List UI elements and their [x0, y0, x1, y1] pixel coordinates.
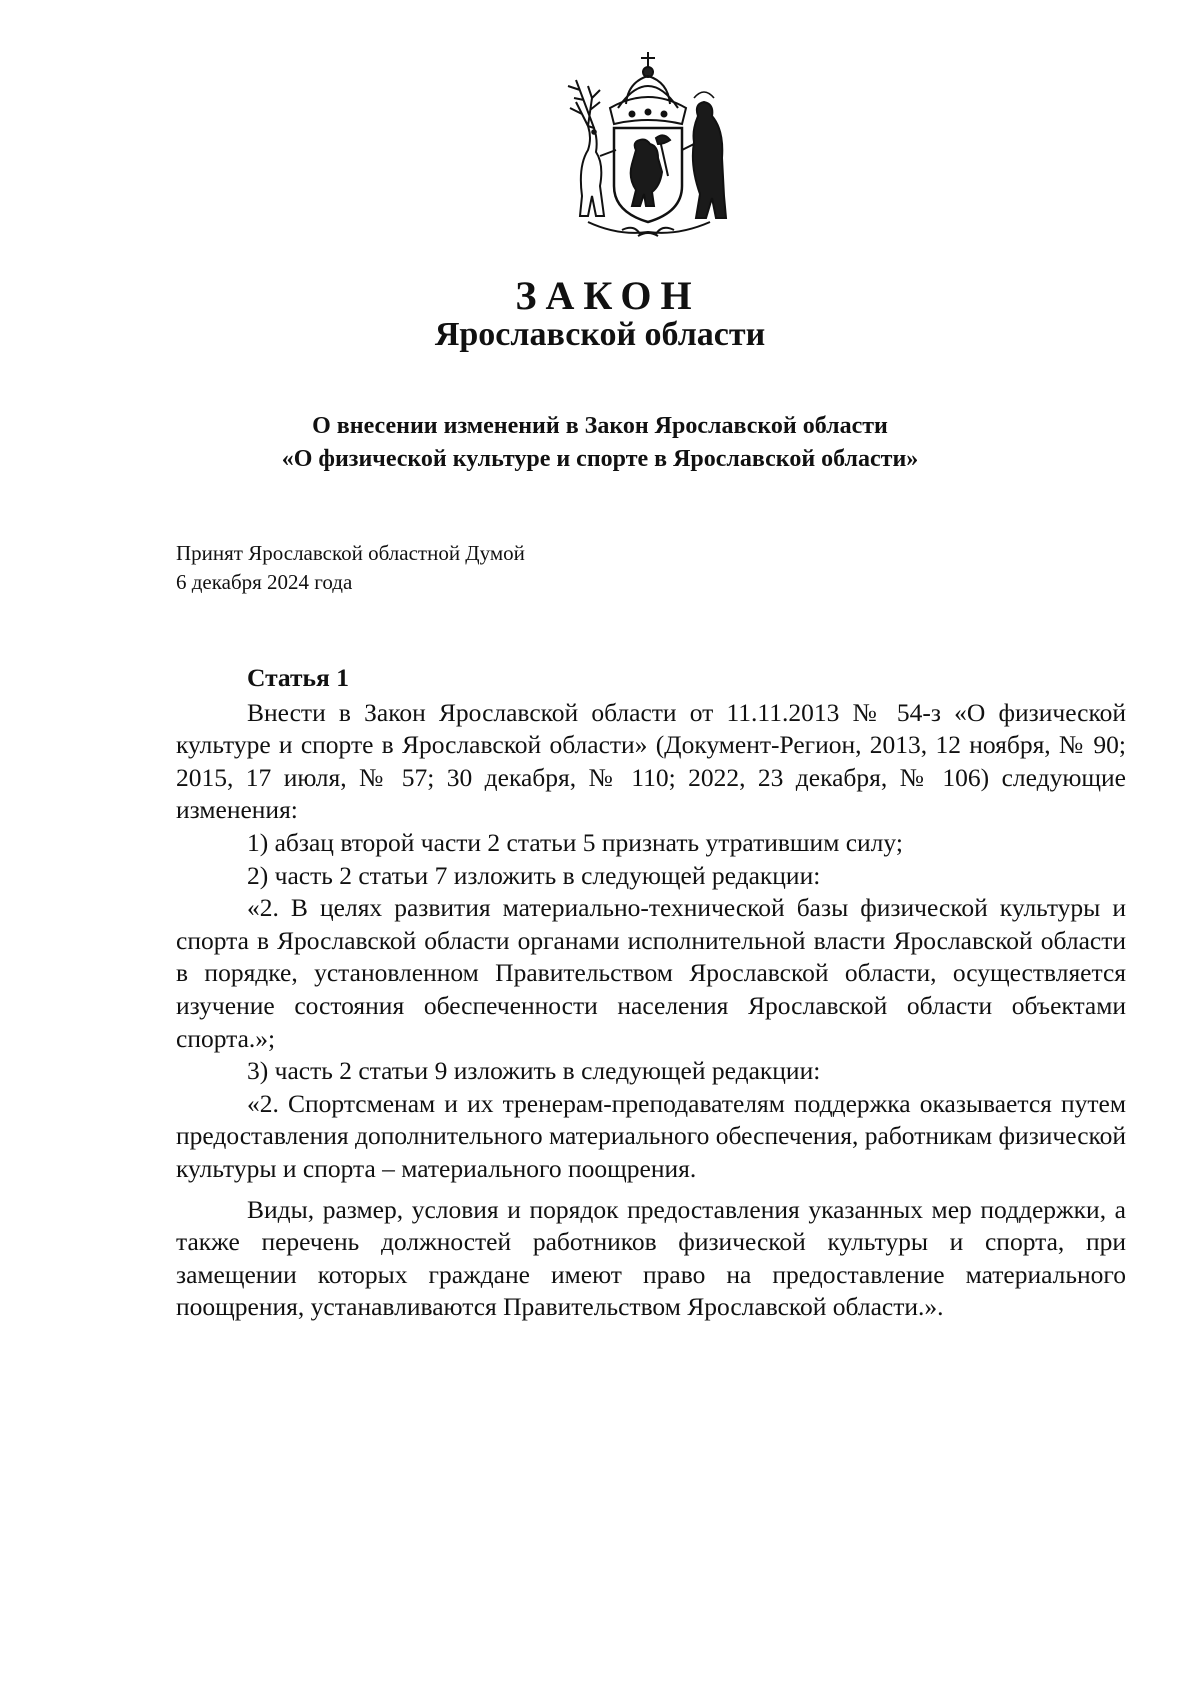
coat-of-arms-icon [548, 46, 748, 242]
article-paragraph: 2) часть 2 статьи 7 изложить в следующей редакции: [247, 860, 821, 890]
law-subject-line-2: «О физической культуре и спорте в Ярославской области» [281, 446, 919, 472]
article-heading: Статья 1 [247, 663, 349, 692]
adoption-note [176, 539, 525, 597]
law-subject-line-1: О внесении изменений в Закон Ярославской области [312, 413, 888, 439]
law-region: Ярославской области [434, 316, 766, 353]
article-1 [176, 662, 1126, 1324]
adoption-body: Принят Ярославской областной Думой [176, 541, 525, 565]
article-paragraph: Виды, размер, условия и порядок предоставления указанных мер поддержки, а также перечень должностей работников физической культуры и спорта, при замещении которых граждане имеют право на предоставление материального поощрения, устанавливаются Правительством Ярославской области.». [176, 1194, 1126, 1322]
article-paragraph: 1) абзац второй части 2 статьи 5 признать утратившим силу; [247, 827, 903, 857]
article-paragraph: «2. Спортсменам и их тренерам-преподавателям поддержка оказывается путем предоставления дополнительного материального обеспечения, работникам физической культуры и спорта – материального поощрения. [176, 1088, 1126, 1183]
adoption-date: 6 декабря 2024 года [176, 570, 353, 594]
article-paragraph: «2. В целях развития материально-технической базы физической культуры и спорта в Ярославской области органами исполнительной власти Ярославской области в порядке, установленном Правительством Ярославской области, осуществляется изучение состояния обеспеченности населения Ярославской области объектами спорта.»; [176, 893, 1126, 1053]
law-title: ЗАКОН [515, 273, 701, 318]
law-subject [0, 410, 1200, 476]
article-paragraph: 3) часть 2 статьи 9 изложить в следующей редакции: [247, 1056, 821, 1086]
article-paragraph: Внести в Закон Ярославской области от 11.11.2013 № 54-з «О физической культуре и спорте в Ярославской области» (Документ-Регион, 2013, 12 ноября, № 90; 2015, 17 июля, № 57; 30 декабря, № 110; 2022, 23 декабря, № 106) следующие изменения: [176, 697, 1126, 825]
